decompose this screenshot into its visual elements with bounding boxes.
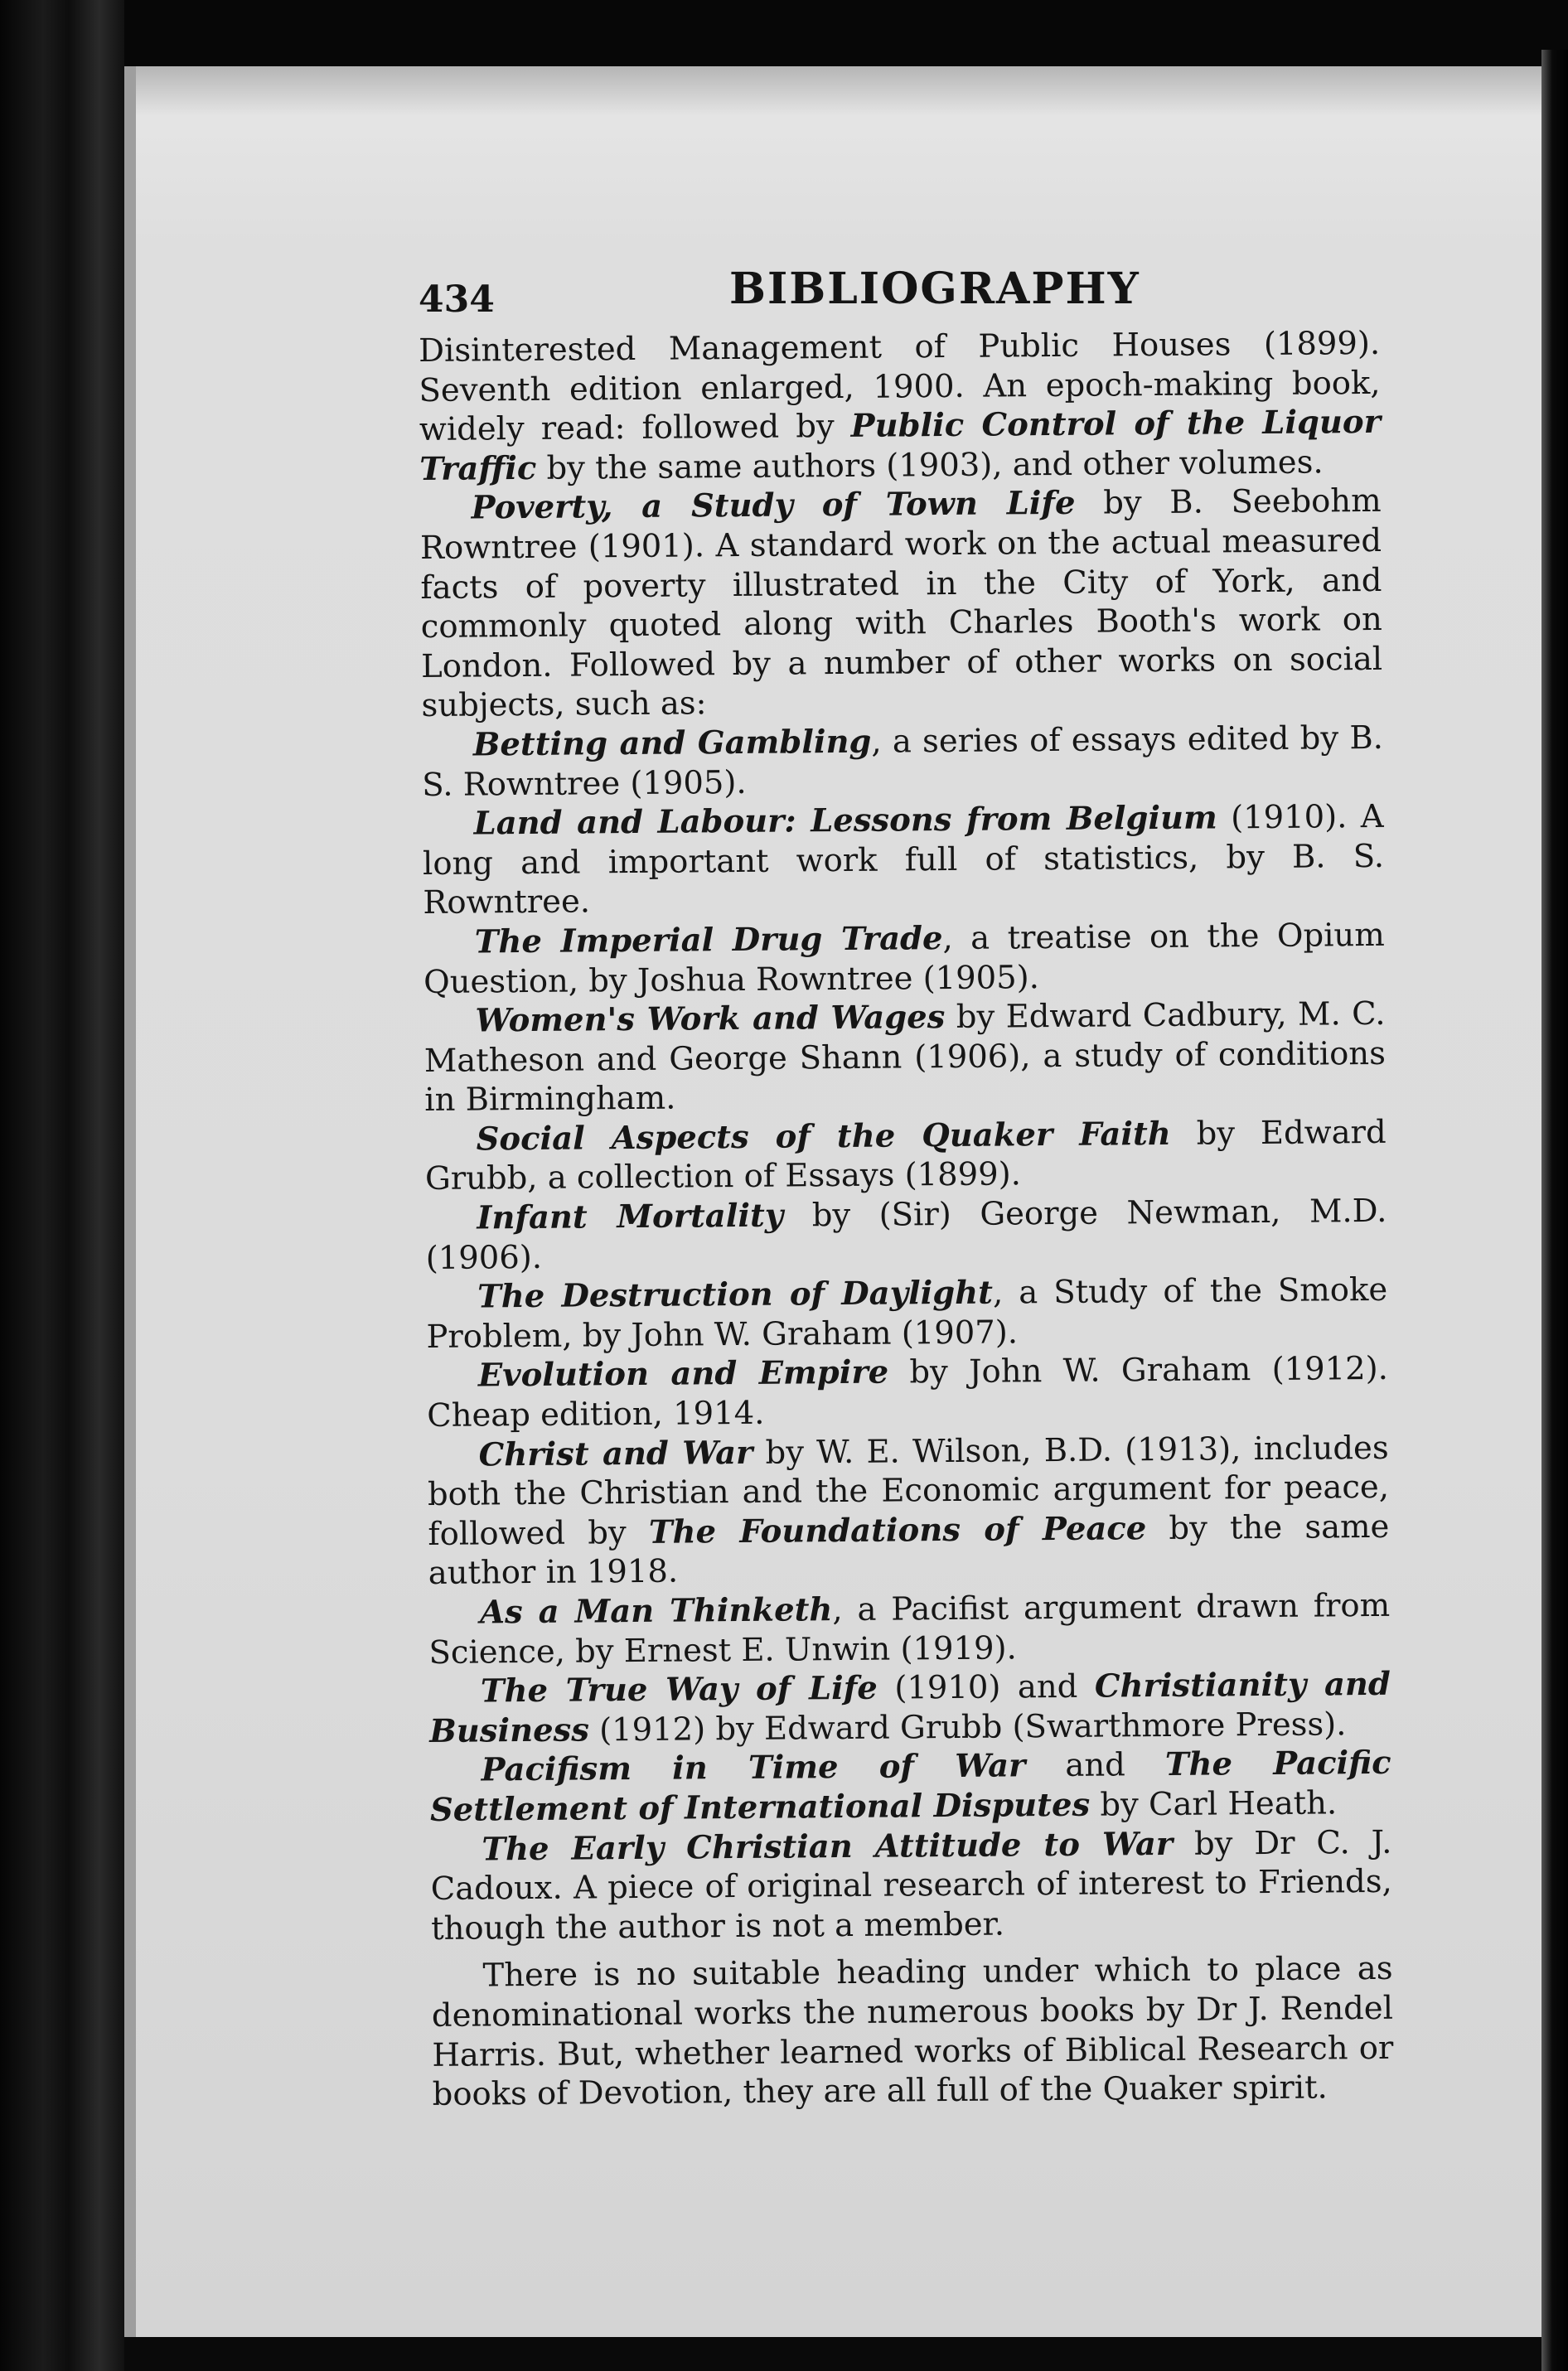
page-right-edge: [1541, 50, 1568, 2371]
bibliography-entry: [429, 1665, 1391, 1751]
bibliography-entry: [422, 719, 1384, 805]
work-title: Christ and War: [478, 1434, 753, 1474]
closing-paragraph: There is no suitable heading under which to place as denominational works the numerous books by Dr J. Rendel Harris. But, whether learned works of Biblical Research or books of Devotion, they are all full of the Quaker spirit.: [431, 1950, 1394, 2114]
bibliography-entry: [419, 324, 1381, 489]
bibliography-entries: [419, 324, 1392, 1948]
work-title: The Early Christian Attitude to War: [482, 1825, 1174, 1869]
work-title: The Destruction of Daylight: [477, 1274, 994, 1316]
entry-text: by Edward Cadbury, M. C. Matheson and George Shann (1906), a study of conditions in Birmingham.: [423, 994, 1387, 1120]
bibliography-entry: [423, 994, 1386, 1120]
entry-text: by Dr C. J. Cadoux. A piece of original research of interest to Friends, though the author is not a member.: [430, 1823, 1392, 1948]
work-title: Land and Labour: Lessons from Belgium: [473, 799, 1217, 843]
work-title: Social Aspects of the Quaker Faith: [476, 1115, 1171, 1159]
bibliography-entry: [423, 916, 1386, 1002]
entry-text: Disinterested Management of Public Houses (1899). Seventh edition enlarged, 1900. An epoch-making book, widely read: followed by: [419, 324, 1381, 449]
entry-text: , a treatise on the Opium Question, by Joshua Rowntree (1905).: [423, 916, 1385, 1001]
entry-text: by Carl Heath.: [1089, 1784, 1338, 1824]
work-title: Infant Mortality: [477, 1197, 784, 1237]
work-title: The Imperial Drug Trade: [474, 919, 943, 961]
work-title: Betting and Gambling: [472, 723, 872, 764]
book-spine: [0, 0, 124, 2371]
entry-text: by the same author in 1918.: [428, 1507, 1390, 1593]
entry-text: , a Pacifist argument drawn from Science, by Ernest E. Unwin (1919).: [428, 1586, 1391, 1672]
entry-text: by the same authors (1903), and other volumes.: [536, 443, 1324, 487]
entry-text: by W. E. Wilson, B.D. (1913), includes both the Christian and the Economic argument for peace, followed by: [427, 1429, 1390, 1553]
running-title: BIBLIOGRAPHY: [729, 264, 1140, 314]
work-title: The Foundations of Peace: [648, 1509, 1147, 1551]
bibliography-entry: [428, 1586, 1391, 1672]
bibliography-entry: [424, 1113, 1387, 1199]
bibliography-entry: [429, 1744, 1391, 1830]
entry-text: , a series of essays edited by B. S. Rowntree (1905).: [422, 719, 1384, 804]
bibliography-text: [419, 324, 1394, 2115]
page-number: 434: [419, 278, 495, 321]
bibliography-entry: [430, 1822, 1392, 1948]
entry-text: (1912) by Edward Grubb (Swarthmore Press).: [588, 1706, 1347, 1749]
bibliography-entry: [426, 1270, 1388, 1357]
entry-text: by B. Seebohm Rowntree (1901). A standard work on the actual measured facts of poverty illustrated in the City of York, and commonly quoted along with Charles Booth's work on London. Followed by a number of other works on social subjects, such as:: [419, 482, 1383, 725]
bibliography-entry: [422, 797, 1384, 923]
bibliography-entry: [419, 481, 1382, 726]
work-title: Women's Work and Wages: [475, 999, 946, 1040]
entry-text: (1910). A long and important work full of statistics, by B. S. Rowntree.: [422, 797, 1385, 922]
bibliography-entry: [427, 1428, 1389, 1593]
work-title: Christianity and Business: [429, 1666, 1391, 1750]
bibliography-entry: [427, 1349, 1389, 1435]
entry-text: , a Study of the Smoke Problem, by John W. Graham (1907).: [426, 1271, 1388, 1356]
work-title: As a Man Thinketh: [479, 1591, 833, 1632]
work-title: The Pacific Settlement of International Disputes: [429, 1744, 1391, 1829]
page-header: [419, 264, 1396, 322]
entry-text: by Edward Grubb, a collection of Essays (1899).: [424, 1113, 1387, 1198]
entry-text: by (Sir) George Newman, M.D. (1906).: [425, 1192, 1387, 1277]
bibliography-entry: [425, 1192, 1387, 1278]
work-title: The True Way of Life: [480, 1669, 878, 1711]
work-title: Evolution and Empire: [477, 1354, 889, 1395]
work-title: Poverty, a Study of Town Life: [471, 485, 1076, 527]
work-title: Public Control of the Liquor Traffic: [419, 404, 1382, 488]
work-title: Pacifism in Time of War: [481, 1747, 1026, 1789]
entry-text: by John W. Graham (1912). Cheap edition, 1914.: [427, 1350, 1389, 1435]
page-top-shadow: [136, 66, 1541, 116]
page-bottom-edge: [124, 2337, 1541, 2371]
entry-text: and: [1025, 1746, 1166, 1785]
entry-text: (1910) and: [877, 1667, 1096, 1707]
